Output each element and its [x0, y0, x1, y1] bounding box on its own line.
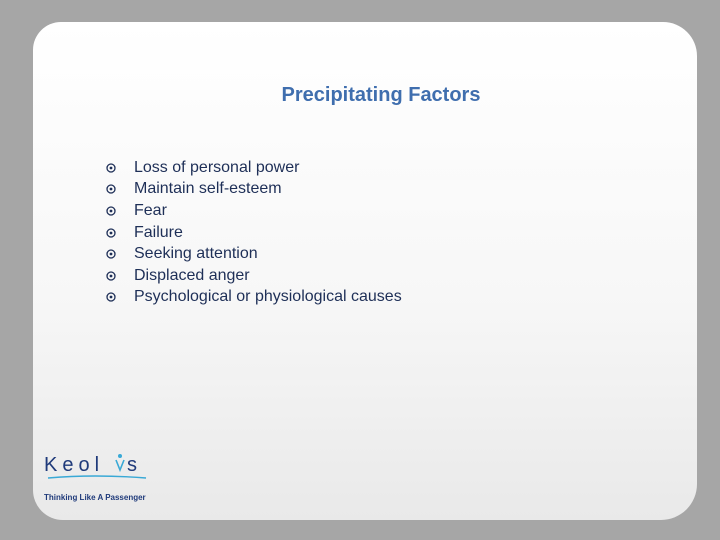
bullet-text: Loss of personal power	[134, 158, 300, 176]
bullet-text: Displaced anger	[134, 266, 250, 284]
bullet-list	[106, 157, 402, 308]
bullet-text: Psychological or physiological causes	[134, 288, 402, 306]
circled-dot-icon	[106, 228, 116, 238]
circled-dot-icon	[106, 206, 116, 216]
list-item	[106, 157, 402, 179]
list-item	[106, 287, 402, 309]
list-item	[106, 222, 402, 244]
svg-text:Keol: Keol	[44, 454, 105, 476]
svg-text:s: s	[127, 454, 137, 476]
bullet-text: Failure	[134, 223, 183, 241]
bullet-text: Seeking attention	[134, 245, 258, 263]
bullet-text: Fear	[134, 201, 167, 219]
circled-dot-icon	[106, 271, 116, 281]
list-item	[106, 200, 402, 222]
list-item	[106, 243, 402, 265]
list-item	[106, 179, 402, 201]
keolis-logo	[44, 452, 154, 482]
circled-dot-icon	[106, 163, 116, 173]
circled-dot-icon	[106, 292, 116, 302]
circled-dot-icon	[106, 249, 116, 259]
list-item	[106, 265, 402, 287]
circled-dot-icon	[106, 184, 116, 194]
slide-title: Precipitating Factors	[281, 84, 481, 106]
bullet-text: Maintain self-esteem	[134, 180, 282, 198]
brand-tagline: Thinking Like A Passenger	[44, 493, 146, 502]
